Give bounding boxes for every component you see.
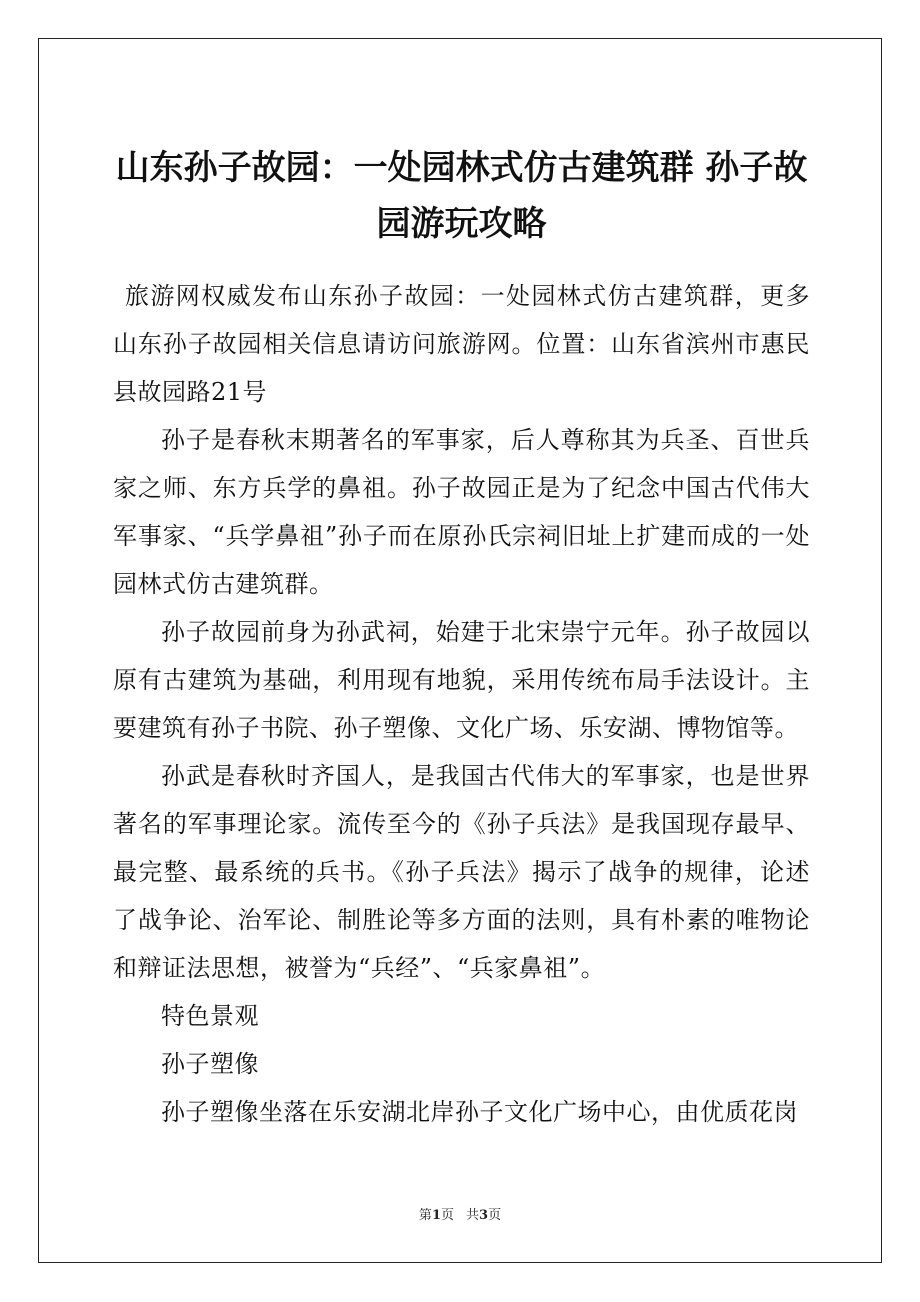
section-heading-features: 特色景观 bbox=[161, 1002, 259, 1030]
paragraph-statue: 孙子塑像坐落在乐安湖北岸孙子文化广场中心，由优质花岗 bbox=[161, 1098, 798, 1126]
page-number-unit: 页 bbox=[440, 1208, 454, 1223]
page-footer bbox=[0, 1208, 920, 1224]
paragraph-sunwu: 孙武是春秋时齐国人，是我国古代伟大的军事家，也是世界著名的军事理论家。流传至今的《孙子兵法》是我国现存最早、最完整、最系统的兵书。《孙子兵法》揭示了战争的规律，论述了战争论、治军论、制胜论等多方面的法则，具有朴素的唯物论和辩证法思想，被誉为“兵经”、“兵家鼻祖”。 bbox=[113, 762, 810, 982]
article-text bbox=[113, 272, 810, 1136]
section-heading-statue: 孙子塑像 bbox=[161, 1050, 259, 1078]
page-number-total: 3 bbox=[479, 1208, 489, 1223]
paragraph-intro: 旅游网权威发布山东孙子故园：一处园林式仿古建筑群，更多山东孙子故园相关信息请访问旅游网。位置：山东省滨州市惠民县故园路21号 bbox=[113, 282, 810, 406]
paragraph-about-sunzi: 孙子是春秋末期著名的军事家，后人尊称其为兵圣、百世兵家之师、东方兵学的鼻祖。孙子故园正是为了纪念中国古代伟大军事家、“兵学鼻祖”孙子而在原孙氏宗祠旧址上扩建而成的一处园林式仿古建筑群。 bbox=[113, 426, 810, 598]
page-total-unit: 页 bbox=[488, 1208, 502, 1223]
page-total-prefix: 共 bbox=[466, 1208, 480, 1223]
page-number-current: 1 bbox=[431, 1208, 441, 1223]
page-number-prefix: 第 bbox=[418, 1208, 432, 1223]
document-title: 山东孙子故园：一处园林式仿古建筑群 孙子故园游玩攻略 bbox=[115, 148, 808, 244]
document-body bbox=[113, 140, 810, 1136]
paragraph-history: 孙子故园前身为孙武祠，始建于北宋崇宁元年。孙子故园以原有古建筑为基础，利用现有地貌，采用传统布局手法设计。主要建筑有孙子书院、孙子塑像、文化广场、乐安湖、博物馆等。 bbox=[113, 618, 810, 742]
